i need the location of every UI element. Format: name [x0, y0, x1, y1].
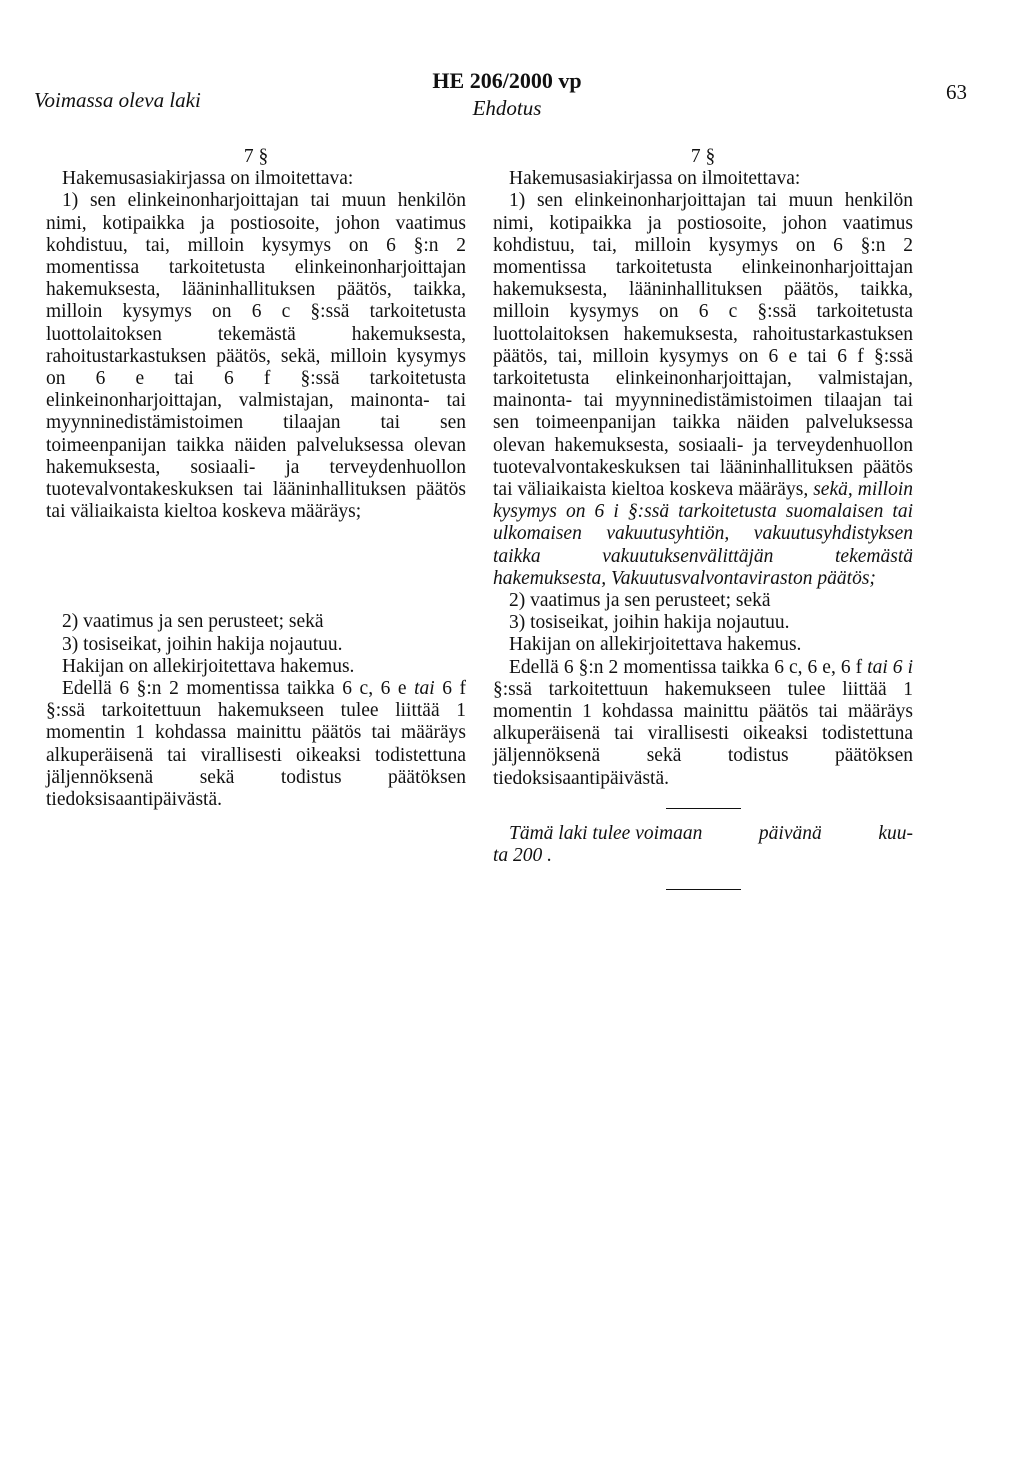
italic-segment: tai [414, 678, 435, 700]
enactment-month: kuu- [878, 822, 913, 844]
italic-amendment: tai 6 i [867, 656, 913, 678]
italic-amendment: , sekä, milloin kysymys on 6 i §:ssä tarkoitetusta suomalaisen tai ulkomaisen vakuutusyhtiön, vakuutusyhdistyksen taikka vakuutuksenvälittäjän tekemästä hakemuksesta, Vakuutusvalvontaviraston päätös; [493, 479, 914, 589]
paragraph-item-1 [493, 190, 913, 590]
paragraph-intro: Hakemusasiakirjassa on ilmoitettava: [509, 168, 801, 190]
header-left-column-title: Voimassa oleva laki [34, 88, 201, 112]
text-segment: §:ssä tarkoitettuun hakemukseen tulee liittää 1 momentin 1 kohdassa mainittu päätös tai määräys alkuperäisenä tai virallisesti oikeaksi todistettuna jäljennöksenä sekä todistus päätöksen tiedoksisaantipäivästä. [493, 678, 913, 789]
paragraph-intro: Hakemusasiakirjassa on ilmoitettava: [62, 168, 354, 190]
right-column-proposal [493, 146, 913, 890]
divider-rule [666, 808, 741, 809]
text-segment: 6 f §:ssä tarkoitettuun hakemukseen tulee liittää 1 momentin 1 kohdassa mainittu päätös tai määräys alkuperäisenä tai virallisesti oikeaksi todistettuna jäljennöksenä sekä todistus päätöksen tiedoksisaantipäivästä. [46, 678, 466, 811]
paragraph-attachment [493, 657, 913, 790]
page-number: 63 [946, 80, 967, 104]
text-segment: Edellä 6 §:n 2 momentissa taikka 6 c, 6 e [62, 678, 415, 700]
spacer [46, 523, 466, 611]
enactment-year: ta 200 . [493, 845, 553, 867]
paragraph-attachment [46, 678, 466, 811]
paragraph-signature: Hakijan on allekirjoitettava hakemus. [509, 634, 802, 656]
divider-rule [666, 889, 741, 890]
paragraph-item-2: 2) vaatimus ja sen perusteet; sekä [509, 590, 771, 612]
enactment-clause [493, 823, 913, 845]
header-center [412, 68, 602, 121]
enactment-text: Tämä laki tulee voimaan [509, 822, 703, 844]
paragraph-item-3: 3) tosiseikat, joihin hakija nojautuu. [509, 612, 790, 634]
paragraph-item-3: 3) tosiseikat, joihin hakija nojautuu. [62, 633, 343, 655]
header-right-column-title: Ehdotus [472, 96, 542, 120]
left-column-current-law [46, 146, 466, 811]
text-segment: 1) sen elinkeinonharjoittajan tai muun henkilön nimi, kotipaikka ja postiosoite, johon vaatimus kohdistuu, tai, milloin kysymys on 6 §:n 2 momentissa tarkoitetusta elinkeinonharjoittajan hakemuksesta, lääninhallituksen päätös, taikka, milloin kysymys on 6 c §:ssä tarkoitetusta luottolaitoksen hakemuksesta, rahoitustarkastuksen päätös, tai, milloin kysymys on 6 e tai 6 f §:ssä tarkoitetusta elinkeinonharjoittajan, valmistajan, mainonta- tai myynninedistämistoimen tilaajan tai sen toimeenpanijan taikka näiden palveluksessa olevan hakemuksesta, sosiaali- ja terveydenhuollon tuotevalvontakeskuksen tai lääninhallituksen päätös tai väliaikaista kieltoa koskeva määräys [493, 190, 913, 501]
enactment-day: päivänä [758, 822, 822, 844]
paragraph-item-2: 2) vaatimus ja sen perusteet; sekä [62, 611, 324, 633]
paragraph-signature: Hakijan on allekirjoitettava hakemus. [62, 655, 355, 677]
document-id: HE 206/2000 vp [432, 68, 582, 93]
section-heading: 7 § [243, 146, 269, 167]
text-segment: Edellä 6 §:n 2 momentissa taikka 6 c, 6 e, 6 f [509, 656, 868, 678]
section-heading: 7 § [690, 146, 716, 167]
paragraph-item-1: 1) sen elinkeinonharjoittajan tai muun henkilön nimi, kotipaikka ja postiosoite, johon vaatimus kohdistuu, tai, milloin kysymys on 6 §:n 2 momentissa tarkoitetusta elinkeinonharjoittajan hakemuksesta, lääninhallituksen päätös, taikka, milloin kysymys on 6 c §:ssä tarkoitetusta luottolaitoksen tekemästä hakemuksesta, rahoitustarkastuksen päätös, sekä, milloin kysymys on 6 e tai 6 f §:ssä tarkoitetusta elinkeinonharjoittajan, valmistajan, mainonta- tai myynninedistämistoimen tilaajan tai sen toimeenpanijan taikka näiden palveluksessa olevan hakemuksesta, sosiaali- ja terveydenhuollon tuotevalvontakeskuksen tai lääninhallituksen päätös tai väliaikaista kieltoa koskeva määräys; [46, 190, 466, 523]
